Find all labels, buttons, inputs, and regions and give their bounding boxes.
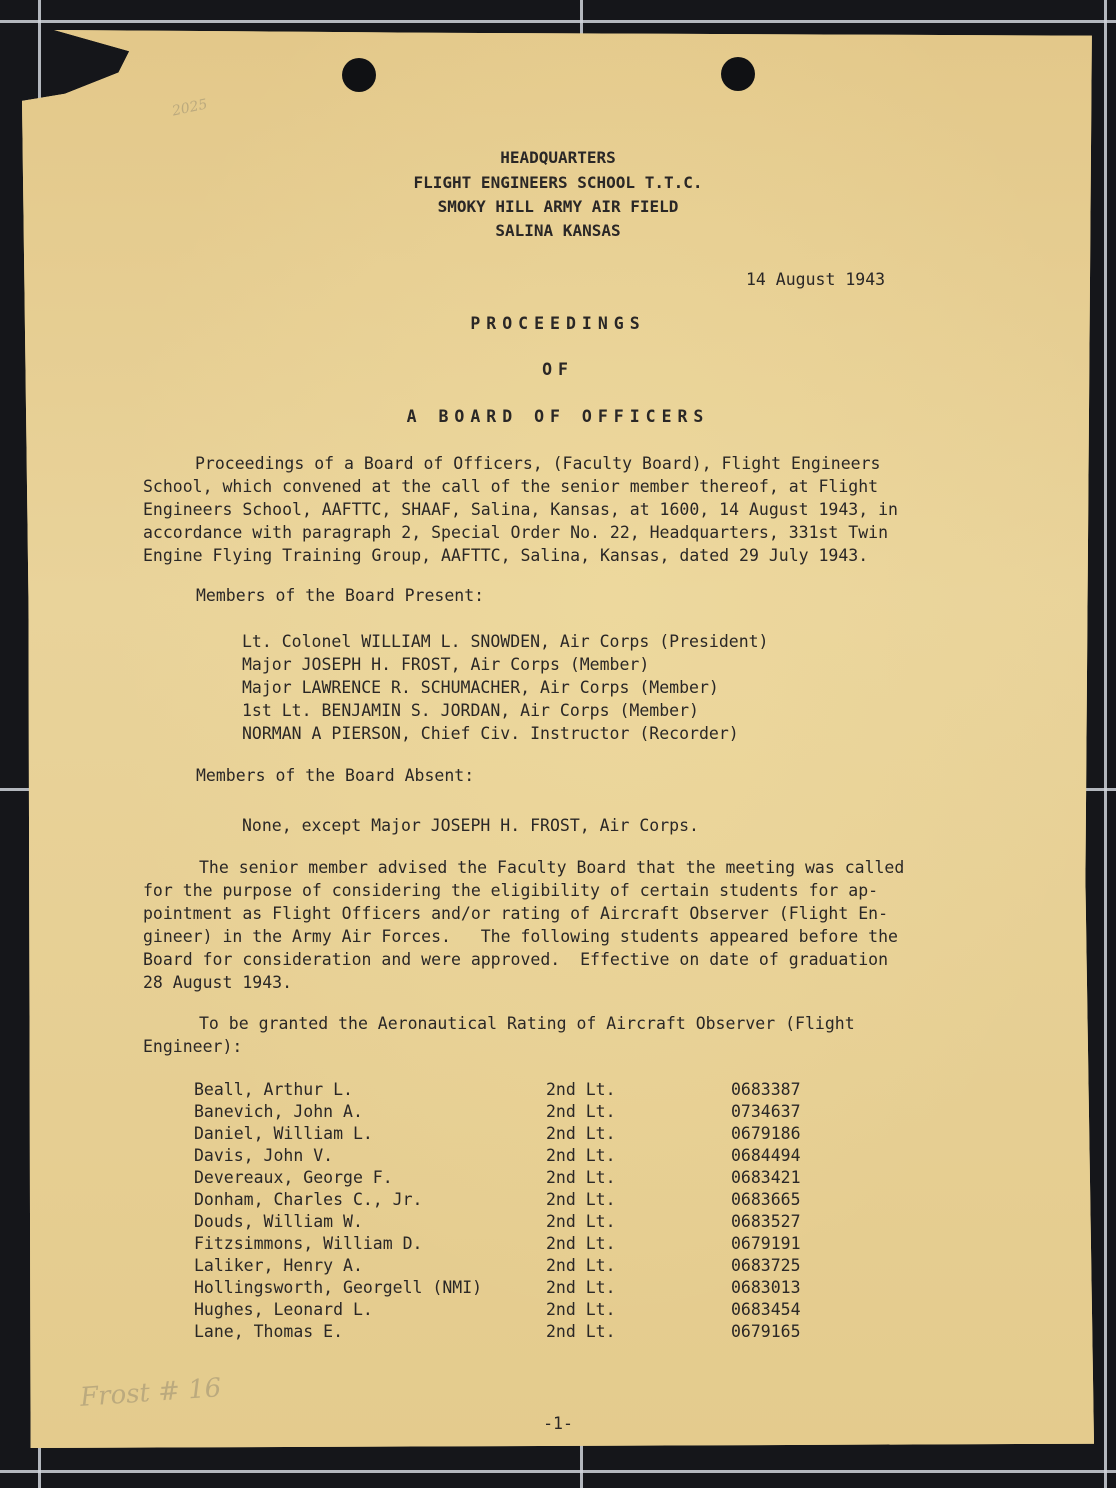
body-line: 28 August 1943. <box>143 973 293 992</box>
roster-row <box>194 1276 851 1298</box>
body-line: for the purpose of considering the eligibility of certain students for ap- <box>143 881 879 900</box>
roster-serial: 0683013 <box>731 1277 801 1297</box>
intro-line: Engineers School, AAFTTC, SHAAF, Salina, Kansas, at 1600, 14 August 1943, in <box>143 500 898 519</box>
roster-name: Hughes, Leonard L. <box>194 1299 373 1319</box>
intro-line: Proceedings of a Board of Officers, (Faculty Board), Flight Engineers <box>195 454 881 473</box>
roster-row <box>194 1298 851 1320</box>
roster-row <box>194 1122 851 1144</box>
roster-rank: 2nd Lt. <box>546 1145 616 1165</box>
roster-rank: 2nd Lt. <box>546 1299 616 1319</box>
roster-row <box>194 1320 851 1342</box>
intro-line: School, which convened at the call of the senior member thereof, at Flight <box>143 477 879 496</box>
roster-row <box>194 1254 851 1276</box>
absent-heading: Members of the Board Absent: <box>196 766 475 785</box>
roster-serial: 0684494 <box>731 1145 801 1165</box>
document-date: 14 August 1943 <box>746 270 886 289</box>
title-of: OF <box>542 360 574 379</box>
roster-rank: 2nd Lt. <box>546 1189 616 1209</box>
roster-serial: 0683421 <box>731 1167 801 1187</box>
body-line: pointment as Flight Officers and/or rating of Aircraft Observer (Flight En- <box>143 904 889 923</box>
student-roster <box>194 1078 851 1342</box>
present-member: Lt. Colonel WILLIAM L. SNOWDEN, Air Corps (President) <box>242 632 769 651</box>
roster-rank: 2nd Lt. <box>546 1167 616 1187</box>
body-line: Board for consideration and were approved. Effective on date of graduation <box>143 950 889 969</box>
roster-rank: 2nd Lt. <box>546 1079 616 1099</box>
rating-heading-line: Engineer): <box>143 1037 243 1056</box>
header-headquarters: HEADQUARTERS <box>500 148 616 167</box>
roster-serial: 0679165 <box>731 1321 801 1341</box>
intro-line: accordance with paragraph 2, Special Order No. 22, Headquarters, 331st Twin <box>143 523 889 542</box>
roster-rank: 2nd Lt. <box>546 1211 616 1231</box>
intro-paragraph <box>143 452 993 567</box>
roster-row <box>194 1166 851 1188</box>
roster-name: Banevich, John A. <box>194 1101 363 1121</box>
roster-name: Davis, John V. <box>194 1145 334 1165</box>
roster-name: Beall, Arthur L. <box>194 1079 353 1099</box>
title-board-of-officers: A BOARD OF OFFICERS <box>406 407 710 426</box>
rating-heading-line: To be granted the Aeronautical Rating of Aircraft Observer (Flight <box>199 1014 855 1033</box>
roster-rank: 2nd Lt. <box>546 1277 616 1297</box>
absent-members: None, except Major JOSEPH H. FROST, Air Corps. <box>242 816 699 835</box>
roster-name: Devereaux, George F. <box>194 1167 393 1187</box>
roster-rank: 2nd Lt. <box>546 1101 616 1121</box>
roster-serial: 0683725 <box>731 1255 801 1275</box>
rating-heading <box>143 1012 993 1058</box>
roster-row <box>194 1188 851 1210</box>
roster-serial: 0679191 <box>731 1233 801 1253</box>
pencil-note-bottom: Frost # 16 <box>79 1373 223 1413</box>
roster-rank: 2nd Lt. <box>546 1123 616 1143</box>
header-airfield: SMOKY HILL ARMY AIR FIELD <box>437 197 679 216</box>
page-number: -1- <box>543 1414 573 1433</box>
roster-name: Donham, Charles C., Jr. <box>194 1189 423 1209</box>
roster-row <box>194 1210 851 1232</box>
roster-serial: 0683527 <box>731 1211 801 1231</box>
present-members-list <box>242 630 769 745</box>
body-line: gineer) in the Army Air Forces. The following students appeared before the <box>143 927 898 946</box>
body-line: The senior member advised the Faculty Board that the meeting was called <box>199 858 905 877</box>
roster-name: Hollingsworth, Georgell (NMI) <box>194 1277 483 1297</box>
roster-name: Lane, Thomas E. <box>194 1321 344 1341</box>
roster-name: Daniel, William L. <box>194 1123 373 1143</box>
roster-serial: 0734637 <box>731 1101 801 1121</box>
present-member: 1st Lt. BENJAMIN S. JORDAN, Air Corps (Member) <box>242 701 699 720</box>
roster-row <box>194 1144 851 1166</box>
pencil-note-top: 2025 <box>170 96 209 120</box>
present-heading: Members of the Board Present: <box>196 586 485 605</box>
header-location: SALINA KANSAS <box>495 221 621 240</box>
roster-row <box>194 1232 851 1254</box>
present-member: Major JOSEPH H. FROST, Air Corps (Member) <box>242 655 650 674</box>
roster-row <box>194 1100 851 1122</box>
roster-serial: 0683665 <box>731 1189 801 1209</box>
body-paragraph <box>143 856 993 994</box>
roster-rank: 2nd Lt. <box>546 1321 616 1341</box>
roster-serial: 0679186 <box>731 1123 801 1143</box>
header-school: FLIGHT ENGINEERS SCHOOL T.T.C. <box>413 173 703 192</box>
roster-serial: 0683454 <box>731 1299 801 1319</box>
roster-row <box>194 1078 851 1100</box>
roster-rank: 2nd Lt. <box>546 1255 616 1275</box>
roster-serial: 0683387 <box>731 1079 801 1099</box>
title-proceedings: PROCEEDINGS <box>470 314 646 333</box>
intro-line: Engine Flying Training Group, AAFTTC, Salina, Kansas, dated 29 July 1943. <box>143 546 869 565</box>
present-member: Major LAWRENCE R. SCHUMACHER, Air Corps (Member) <box>242 678 719 697</box>
roster-name: Laliker, Henry A. <box>194 1255 363 1275</box>
present-member: NORMAN A PIERSON, Chief Civ. Instructor (Recorder) <box>242 724 739 743</box>
roster-name: Fitzsimmons, William D. <box>194 1233 423 1253</box>
roster-name: Douds, William W. <box>194 1211 363 1231</box>
roster-rank: 2nd Lt. <box>546 1233 616 1253</box>
